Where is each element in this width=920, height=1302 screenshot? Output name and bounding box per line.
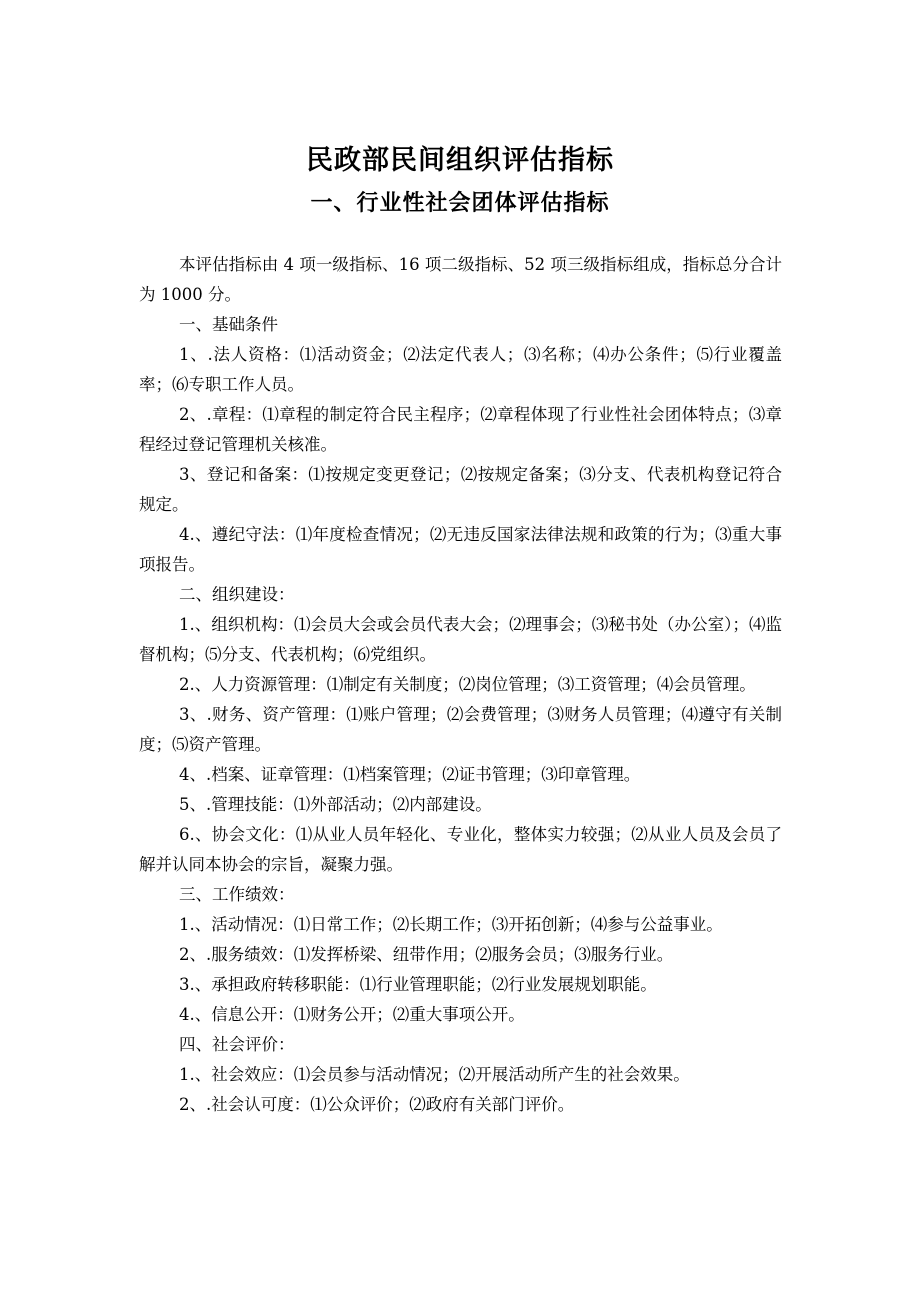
list-item: 1.、社会效应：⑴会员参与活动情况；⑵开展活动所产生的社会效果。 [179, 1065, 690, 1084]
list-item: 5、.管理技能：⑴外部活动；⑵内部建设。 [179, 795, 492, 814]
list-item: 2.、人力资源管理：⑴制定有关制度；⑵岗位管理；⑶工资管理；⑷会员管理。 [179, 675, 756, 694]
list-item: 1.、活动情况：⑴日常工作；⑵长期工作；⑶开拓创新；⑷参与公益事业。 [179, 915, 723, 934]
list-item: 4.、信息公开：⑴财务公开；⑵重大事项公开。 [179, 1005, 525, 1024]
document-subtitle: 一、行业性社会团体评估指标 [310, 190, 610, 216]
list-item: 6.、协会文化：⑴从业人员年轻化、专业化，整体实力较强；⑵从业人员及会员了解并认同本协会的宗旨，凝聚力强。 [139, 825, 782, 874]
intro-paragraph: 本评估指标由 4 项一级指标、16 项二级指标、52 项三级指标组成，指标总分合计为 1000 分。 [139, 255, 782, 304]
list-item: 2、.章程：⑴章程的制定符合民主程序；⑵章程体现了行业性社会团体特点；⑶章程经过登记管理机关核准。 [139, 405, 782, 454]
section-heading-social-evaluation: 四、社会评价： [179, 1035, 295, 1054]
list-item: 4.、遵纪守法：⑴年度检查情况；⑵无违反国家法律法规和政策的行为；⑶重大事项报告。 [139, 525, 782, 574]
list-item: 2、.社会认可度：⑴公众评价；⑵政府有关部门评价。 [179, 1095, 575, 1114]
list-item: 3、.财务、资产管理：⑴账户管理；⑵会费管理；⑶财务人员管理；⑷遵守有关制度；⑸资产管理。 [139, 705, 782, 754]
list-item: 1.、组织机构：⑴会员大会或会员代表大会；⑵理事会；⑶秘书处（办公室）；⑷监督机构；⑸分支、代表机构；⑹党组织。 [139, 615, 782, 664]
document-title: 民政部民间组织评估指标 [306, 145, 614, 176]
list-item: 3、登记和备案：⑴按规定变更登记；⑵按规定备案；⑶分支、代表机构登记符合规定。 [139, 465, 782, 514]
list-item: 4、.档案、证章管理：⑴档案管理；⑵证书管理；⑶印章管理。 [179, 765, 641, 784]
list-item: 2、.服务绩效：⑴发挥桥梁、纽带作用；⑵服务会员；⑶服务行业。 [179, 945, 674, 964]
section-heading-basic-conditions: 一、基础条件 [179, 315, 278, 334]
list-item: 3.、承担政府转移职能：⑴行业管理职能；⑵行业发展规划职能。 [179, 975, 657, 994]
section-heading-organization: 二、组织建设： [179, 585, 295, 604]
document-body [139, 250, 782, 1120]
list-item: 1、.法人资格：⑴活动资金；⑵法定代表人；⑶名称；⑷办公条件；⑸行业覆盖率；⑹专职工作人员。 [139, 345, 782, 394]
section-heading-performance: 三、工作绩效： [179, 885, 295, 904]
